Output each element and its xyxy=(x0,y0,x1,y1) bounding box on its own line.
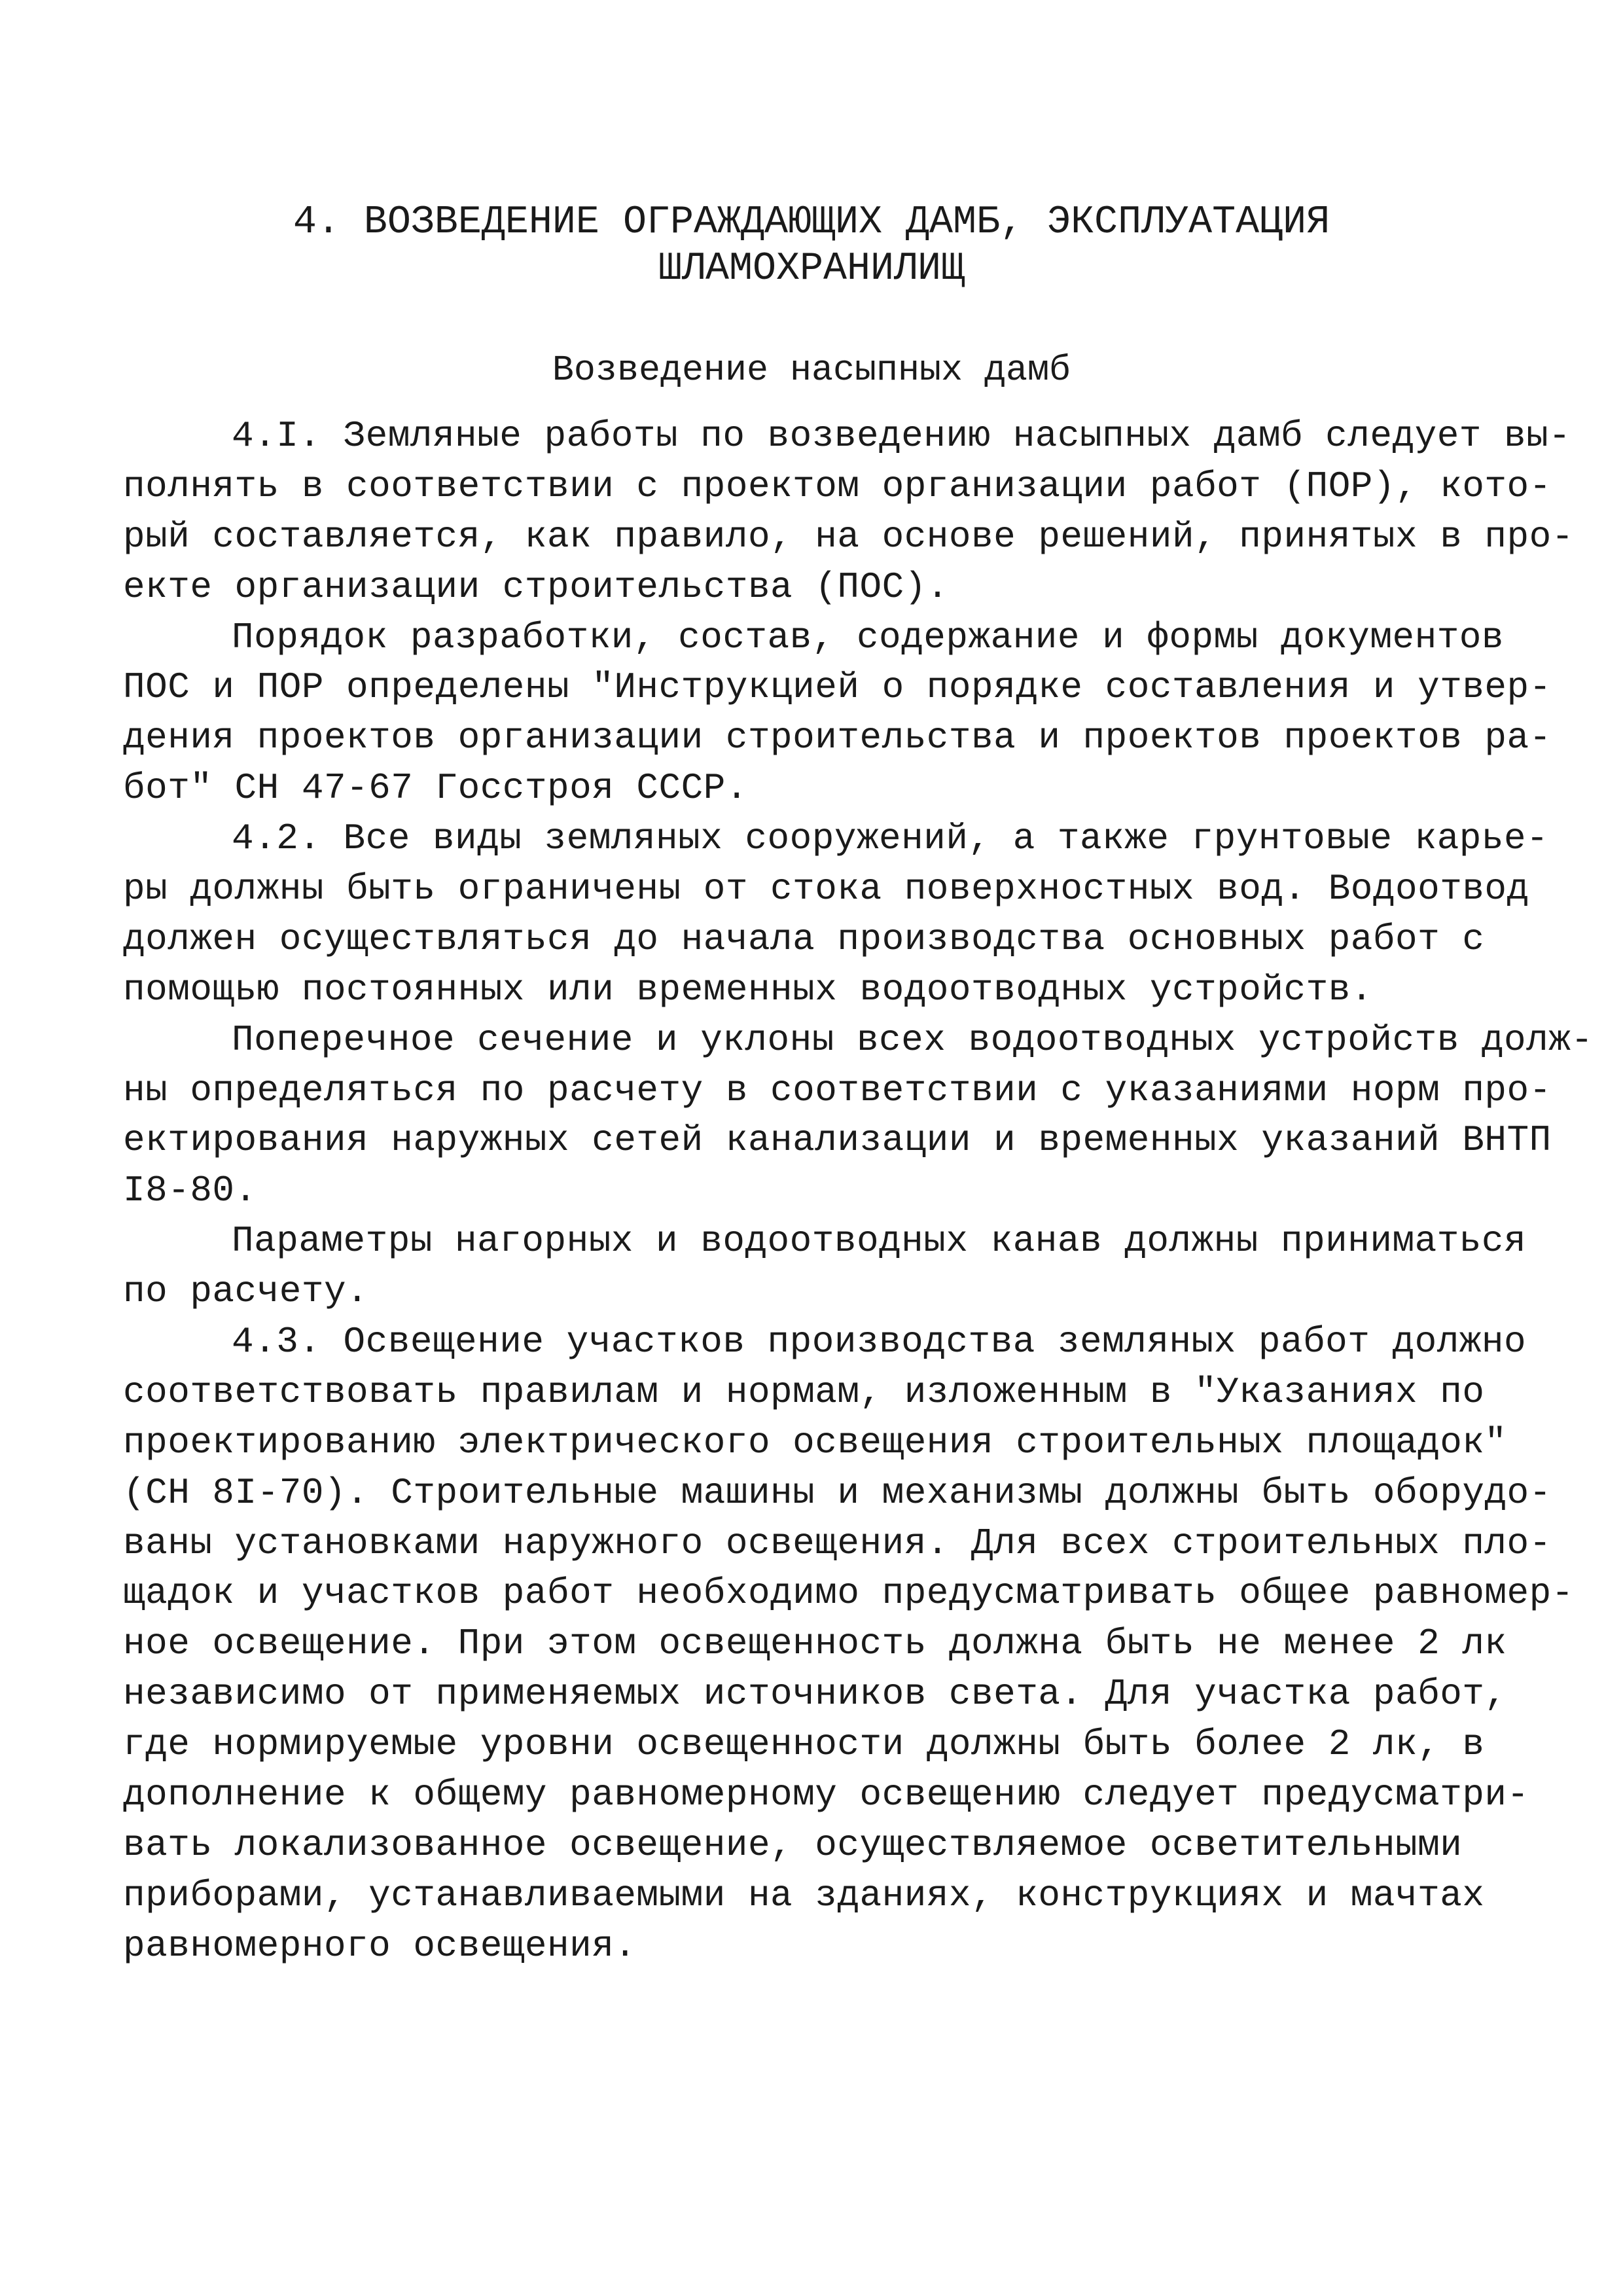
paragraph-4-1-line: рый составляется, как правило, на основе решений, принятых в про- xyxy=(123,515,1574,558)
paragraph-4-3-line: ное освещение. При этом освещенность должна быть не менее 2 лк xyxy=(123,1623,1507,1665)
paragraph-4-2-line: должен осуществляться до начала производства основных работ с xyxy=(123,918,1485,960)
section-title-line-2: ШЛАМОХРАНИЛИЩ xyxy=(658,247,965,291)
paragraph-4-3-line: где нормируемые уровни освещенности должны быть более 2 лк, в xyxy=(123,1723,1485,1766)
paragraph-4-1-line: 4.I. Земляные работы по возведению насыпных дамб следует вы- xyxy=(232,415,1571,457)
paragraph-ditches-line: Параметры нагорных и водоотводных канав должны приниматься xyxy=(232,1220,1527,1263)
paragraph-order-line: бот" СН 47-67 Госстроя СССР. xyxy=(123,767,748,810)
paragraph-cross-section-line: Поперечное сечение и уклоны всех водоотводных устройств долж- xyxy=(232,1018,1594,1061)
paragraph-4-3-line: равномерного освещения. xyxy=(123,1924,637,1967)
paragraph-4-3-line: приборами, устанавливаемыми на зданиях, конструкциях и мачтах xyxy=(123,1874,1485,1916)
paragraph-4-3-line: проектированию электрического освещения строительных площадок" xyxy=(123,1421,1507,1463)
body-text xyxy=(123,411,1594,1971)
paragraph-4-1-line: полнять в соответствии с проектом организации работ (ПОР), кото- xyxy=(123,465,1552,507)
paragraph-4-3-line: щадок и участков работ необходимо предусматривать общее равномер- xyxy=(123,1572,1574,1615)
paragraph-4-3-line: ваны установками наружного освещения. Для всех строительных пло- xyxy=(123,1522,1552,1564)
paragraph-cross-section-line: I8-80. xyxy=(123,1170,257,1212)
paragraph-order-line: дения проектов организации строительства и проектов проектов ра- xyxy=(123,717,1552,759)
paragraph-4-2-line: ры должны быть ограничены от стока поверхностных вод. Водоотвод xyxy=(123,868,1529,910)
section-title-line-1: 4. ВОЗВЕДЕНИЕ ОГРАЖДАЮЩИХ ДАМБ, ЭКСПЛУАТАЦИЯ xyxy=(293,200,1330,245)
paragraph-order-line: ПОС и ПОР определены "Инструкцией о порядке составления и утвер- xyxy=(123,666,1552,709)
paragraph-4-2-line: 4.2. Все виды земляных сооружений, а также грунтовые карье- xyxy=(232,817,1549,860)
paragraph-cross-section-line: ны определяться по расчету в соответствии с указаниями норм про- xyxy=(123,1069,1552,1111)
paragraph-order-line: Порядок разработки, состав, содержание и формы документов xyxy=(232,616,1505,658)
paragraph-4-3-line: соответствовать правилам и нормам, изложенным в "Указаниях по xyxy=(123,1371,1485,1413)
paragraph-4-2-line: помощью постоянных или временных водоотводных устройств. xyxy=(123,968,1373,1011)
paragraph-4-3-line: (СН 8I-70). Строительные машины и механизмы должны быть оборудо- xyxy=(123,1471,1552,1514)
paragraph-4-3-line: дополнение к общему равномерному освещению следует предусматри- xyxy=(123,1774,1529,1816)
paragraph-cross-section-line: ектирования наружных сетей канализации и временных указаний ВНТП xyxy=(123,1119,1552,1162)
subsection-title: Возведение насыпных дамб xyxy=(552,350,1071,391)
paragraph-ditches-line: по расчету. xyxy=(123,1270,369,1313)
paragraph-4-3-line: независимо от применяемых источников света. Для участка работ, xyxy=(123,1673,1507,1715)
paragraph-4-3-line: 4.3. Освещение участков производства земляных работ должно xyxy=(232,1321,1527,1363)
paragraph-4-1-line: екте организации строительства (ПОС). xyxy=(123,565,949,608)
paragraph-4-3-line: вать локализованное освещение, осуществляемое осветительными xyxy=(123,1823,1463,1866)
